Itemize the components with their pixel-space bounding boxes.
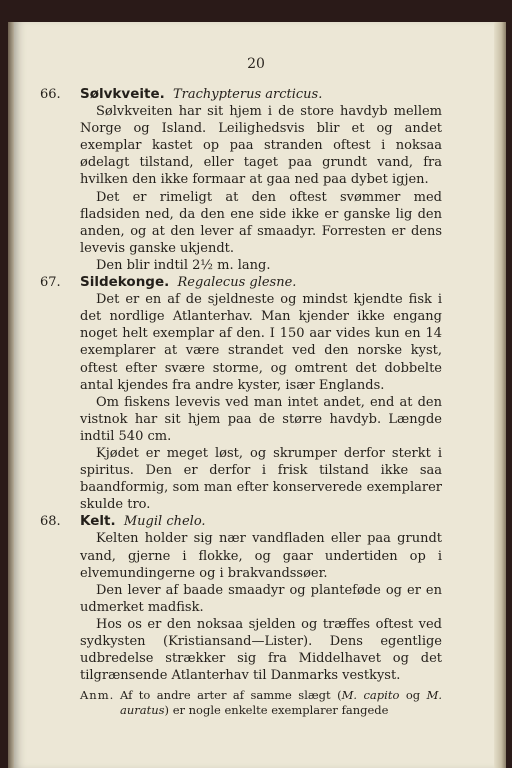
entry-number: 68.: [40, 514, 61, 530]
paragraph: Den blir indtil 2½ m. lang.: [96, 257, 271, 273]
latin-name: Mugil chelo.: [123, 514, 206, 530]
footnote-text: Af to andre arter af samme slægt (: [120, 688, 342, 703]
page-body: [40, 86, 442, 718]
latin-name: Regalecus glesne.: [177, 275, 297, 291]
page-edge: [494, 22, 506, 768]
paragraph: Om fiskens levevis ved man intet andet, end at den vistnok har sit hjem paa de større havdyb. Længde indtil 540 cm.: [80, 394, 442, 444]
entry-68: [40, 513, 442, 684]
entry-number: 67.: [40, 275, 61, 291]
common-name: Sildekonge.: [80, 274, 170, 291]
paragraph: Det er rimeligt at den oftest svømmer med fladsiden ned, da den ene side ikke er ganske lig den anden, og at den lever af smaadyr. Forresten er dens levevis ganske ukjendt.: [80, 189, 442, 256]
paragraph: Det er en af de sjeldneste og mindst kjendte fisk i det nordlige Atlanterhav. Man kjender ikke engang noget helt exemplar af den. I 150 aar vides kun en 14 exemplarer at være strandet ved den norske kyst, oftest efter svære storme, og omtrent det dobbelte antal kjendes fra andre kyster, især Englands.: [80, 292, 442, 393]
common-name: Kelt.: [80, 513, 116, 530]
page-number: 20: [247, 56, 265, 72]
footnote-text: ) er nogle enkelte exemplarer fangede: [164, 703, 389, 718]
footnote: [80, 688, 442, 718]
common-name: Sølvkveite.: [80, 86, 165, 102]
paragraph: Hos os er den noksaa sjelden og træffes oftest ved sydkysten (Kristiansand—Lister). Dens egentlige udbredelse strækker sig fra Middelhavet og det tilgrænsende Atlanterhav til Danmarks vestkyst.: [80, 616, 442, 684]
paragraph: Kjødet er meget løst, og skrumper derfor sterkt i spiritus. Den er derfor i frisk tilstand ikke saa baandformig, som man efter konserverede exemplarer skulde tro.: [80, 445, 442, 513]
latin-name: Trachypterus arcticus.: [173, 87, 323, 102]
paragraph: Kelten holder sig nær vandfladen eller paa grundt vand, gjerne i flokke, og gaar undertiden op i elvemundingerne og i brakvandssøer.: [80, 531, 442, 581]
paragraph: Sølvkveiten har sit hjem i de store havdyb mellem Norge og Island. Leilighedsvis blir et og andet exemplar kastet op paa stranden oftest i noksaa ødelagt tilstand, eller taget paa grundt vand, fra hvilken den ikke formaar at gaa ned paa dybet igjen.: [80, 104, 442, 188]
footnote-label: Anm.: [80, 688, 115, 703]
footnote-species: M. capito: [341, 688, 400, 703]
entry-heading: [80, 274, 442, 291]
footnote-species: M. auratus: [120, 688, 442, 718]
entry-heading: [80, 86, 442, 103]
paragraph: Den lever af baade smaadyr og planteføde og er en udmerket madfisk.: [80, 582, 442, 615]
footnote-text: og: [399, 688, 427, 703]
entry-heading: [80, 513, 442, 530]
entry-67: [40, 274, 442, 513]
entry-66: [40, 86, 442, 274]
entry-number: 66.: [40, 87, 61, 102]
